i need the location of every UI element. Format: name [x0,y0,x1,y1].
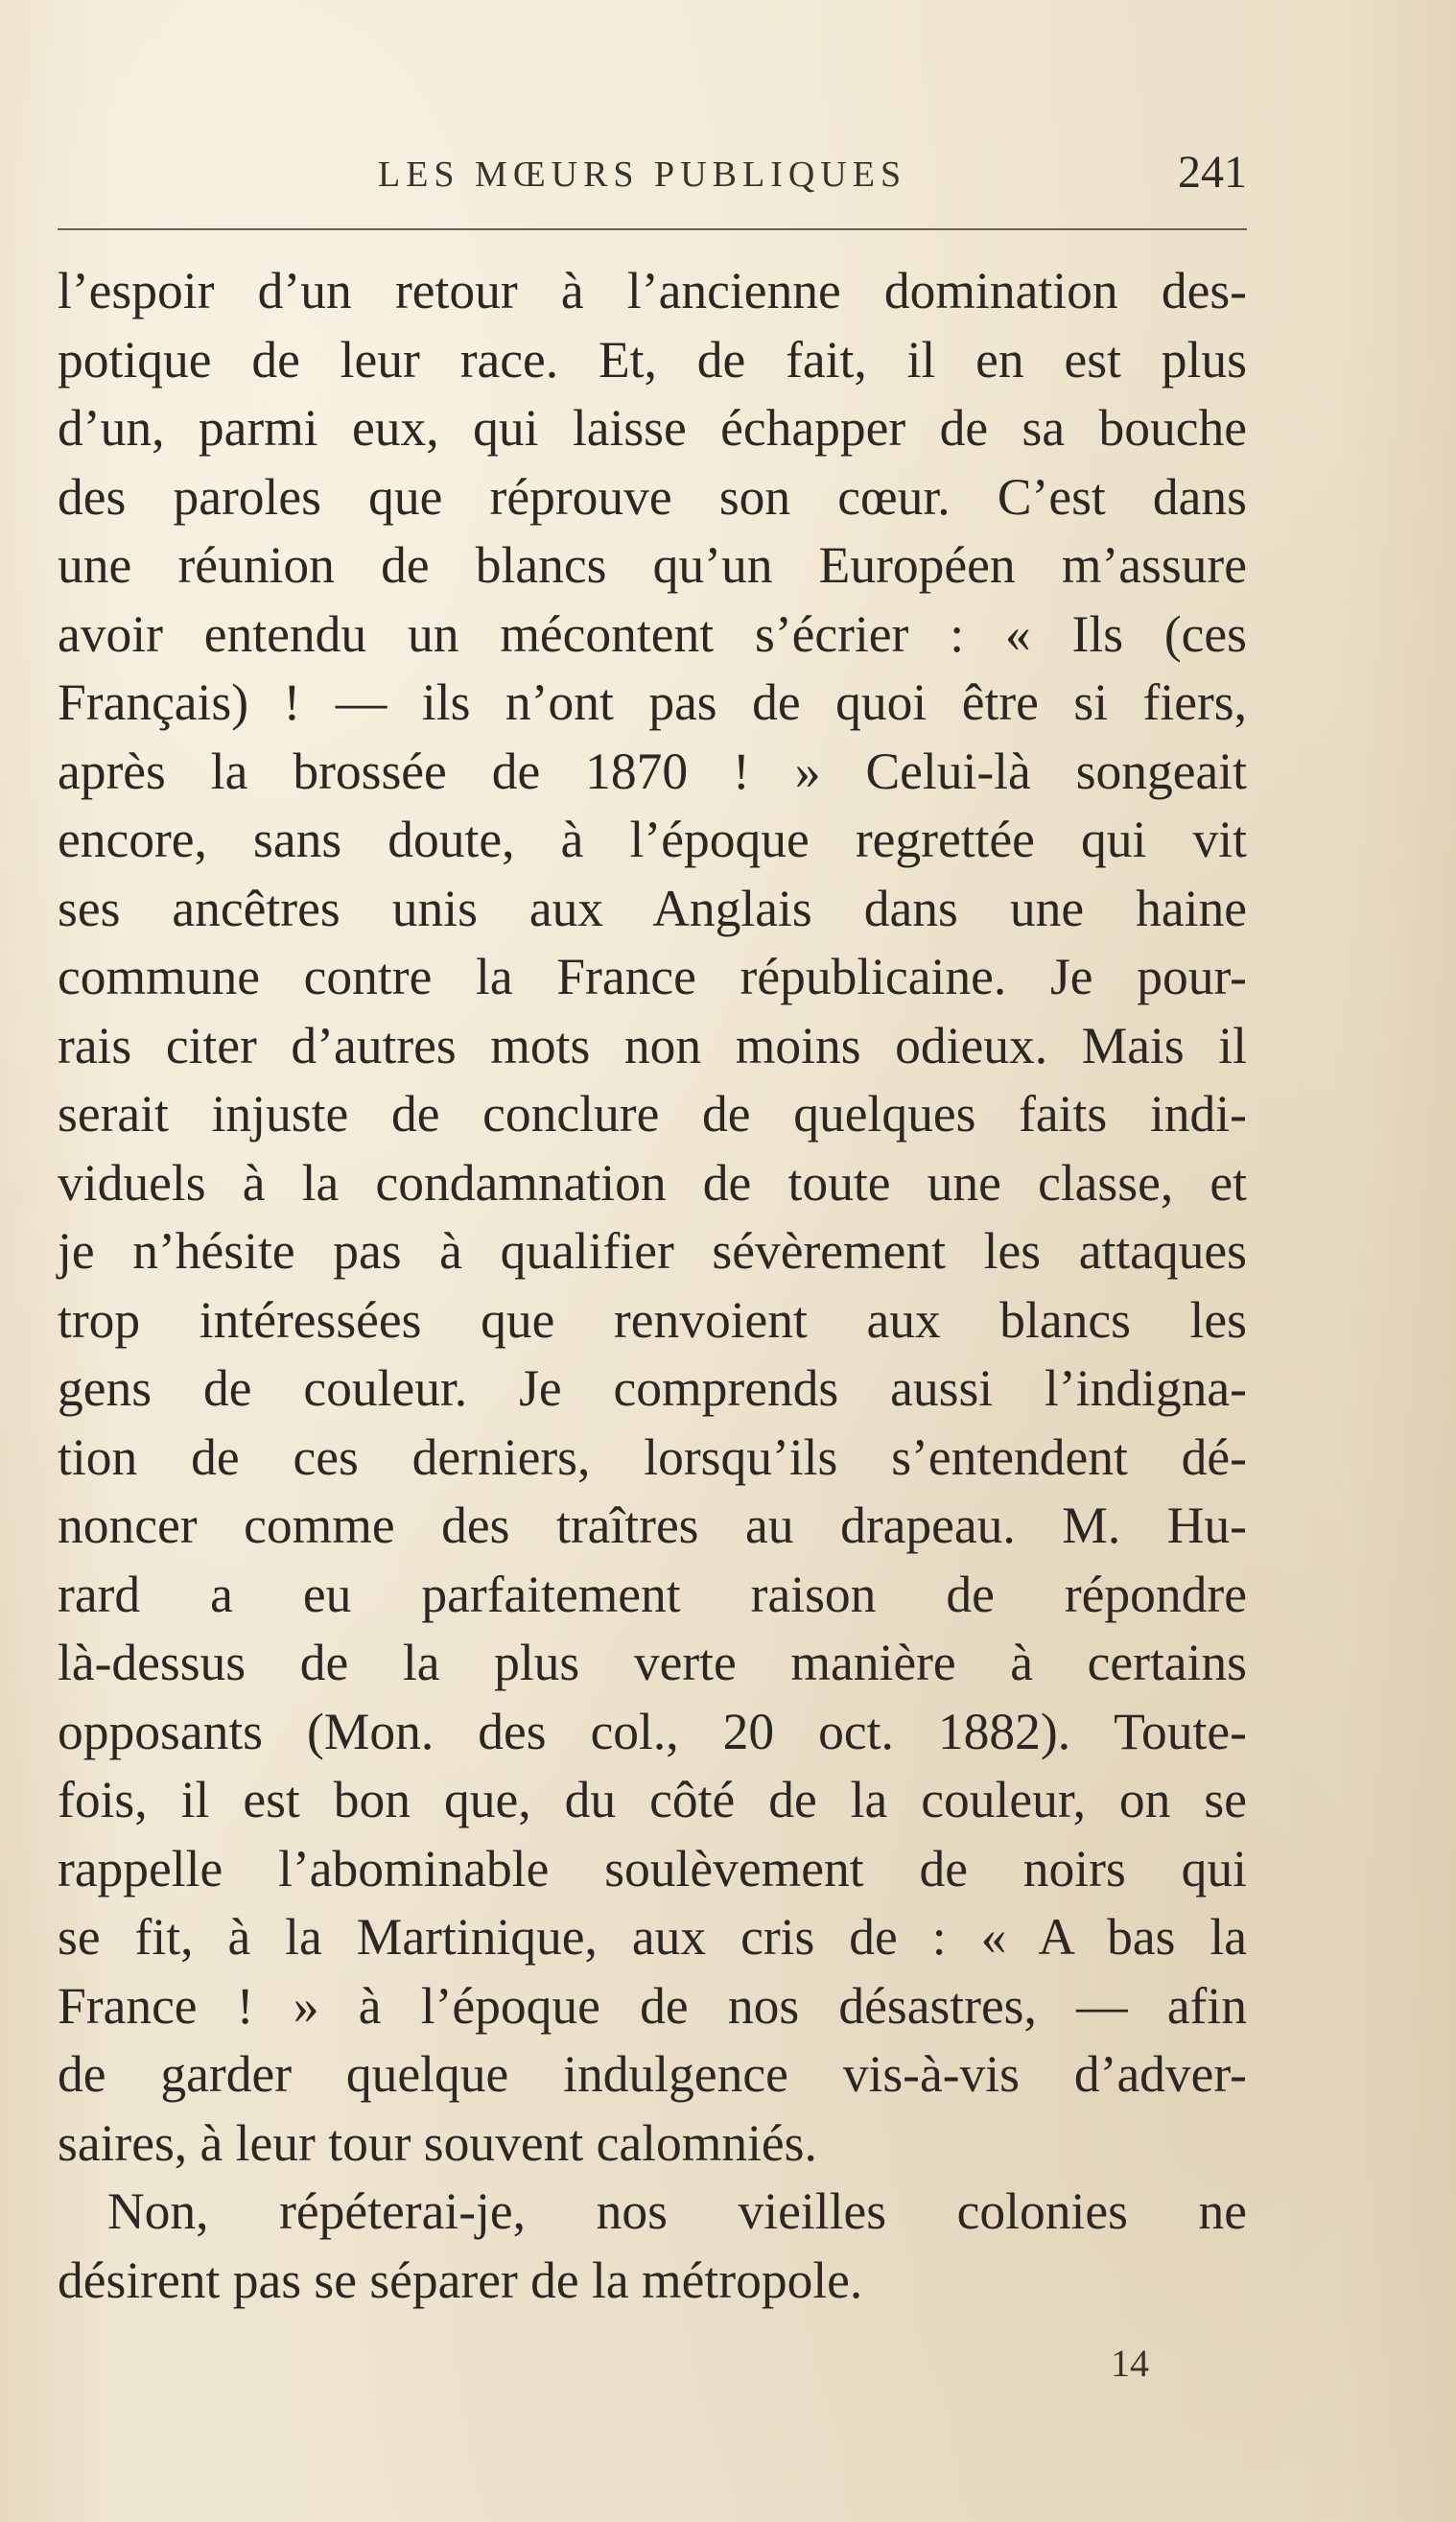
text-line: viduels à la condamnation de toute une classe, et [58,1153,1247,1212]
text-line: une réunion de blancs qu’un Européen m’assure [58,536,1247,594]
text-line: serait injuste de conclure de quelques faits indi- [58,1085,1247,1143]
header-rule [58,228,1247,230]
text-line: gens de couleur. Je comprends aussi l’indigna- [58,1359,1247,1417]
text-line: tion de ces derniers, lorsqu’ils s’entendent dé- [58,1427,1247,1486]
text-line: avoir entendu un mécontent s’écrier : « Ils (ces [58,604,1247,663]
running-head [58,142,1247,209]
text-line: des paroles que réprouve son cœur. C’est dans [58,467,1247,526]
text-line: ses ancêtres unis aux Anglais dans une haine [58,879,1247,937]
text-line: Non, répéterai-je, nos vieilles colonies ne [107,2182,1247,2240]
text-line: opposants (Mon. des col., 20 oct. 1882). Toute- [58,1702,1247,1760]
text-line: se fit, à la Martinique, aux cris de : « A bas la [58,1908,1247,1966]
paragraph-1 [58,257,1247,2178]
text-line: rard a eu parfaitement raison de répondre [58,1565,1247,1623]
text-line: encore, sans doute, à l’époque regrettée qui vit [58,811,1247,868]
text-line: d’un, parmi eux, qui laisse échapper de sa bouche [58,399,1247,457]
text-line: désirent pas se séparer de la métropole. [58,2251,863,2309]
text-line: trop intéressées que renvoient aux blancs les [58,1290,1247,1349]
text-line: saires, à leur tour souvent calomniés. [58,2113,817,2172]
text-line: après la brossée de 1870 ! » Celui-là songeait [58,742,1247,800]
body-text [58,257,1247,2315]
text-line: rais citer d’autres mots non moins odieux. Mais il [58,1016,1247,1074]
text-line: commune contre la France républicaine. Je pour- [58,948,1247,1005]
page-number: 241 [1178,147,1247,198]
text-line: rappelle l’abominable soulèvement de noirs qui [58,1839,1247,1897]
text-line: potique de leur race. Et, de fait, il en est plus [58,330,1247,389]
signature-mark: 14 [1111,2342,1149,2385]
text-line: France ! » à l’époque de nos désastres, — afin [58,1976,1247,2035]
text-line: Français) ! — ils n’ont pas de quoi être si fiers, [58,673,1247,731]
running-title: LES MŒURS PUBLIQUES [378,154,907,195]
text-line: de garder quelque indulgence vis-à-vis d’adver- [58,2045,1247,2103]
text-line: fois, il est bon que, du côté de la couleur, on se [58,1771,1247,1828]
text-line: noncer comme des traîtres au drapeau. M. Hu- [58,1497,1247,1554]
text-line: je n’hésite pas à qualifier sévèrement les attaques [58,1222,1247,1280]
text-line: l’espoir d’un retour à l’ancienne domination des- [58,262,1247,319]
paragraph-2 [58,2178,1247,2315]
text-line: là-dessus de la plus verte manière à certains [58,1634,1247,1691]
